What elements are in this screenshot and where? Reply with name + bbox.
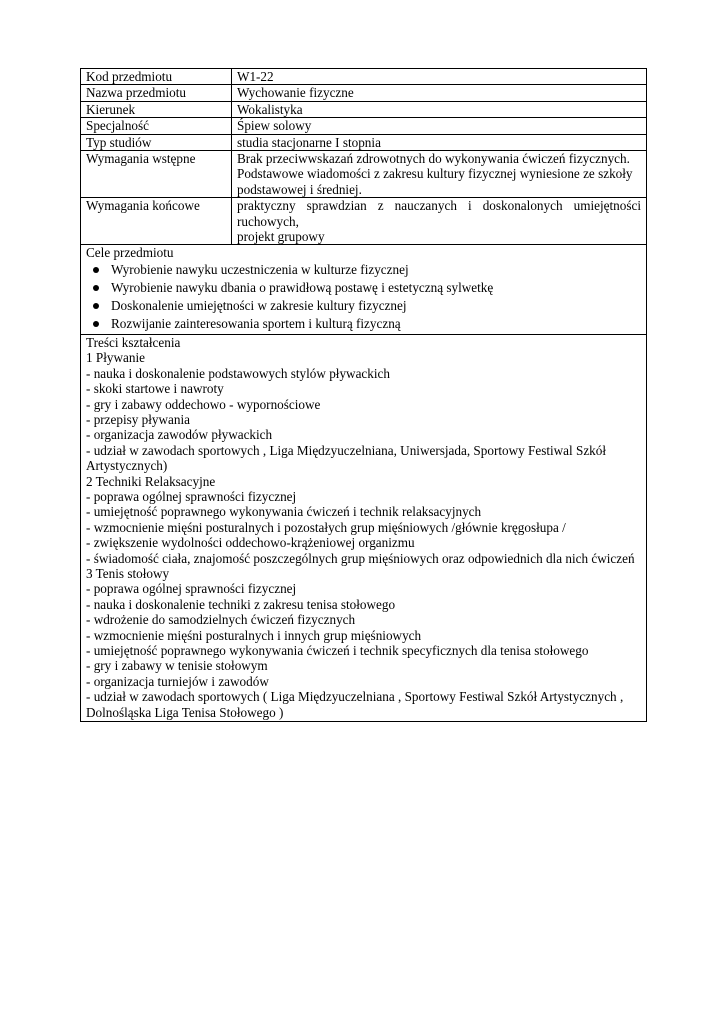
row-value: Śpiew solowy [232, 118, 647, 134]
row-value: Wokalistyka [232, 101, 647, 117]
table-row [81, 334, 647, 721]
requirement-line: praktyczny sprawdzian z nauczanych i doskonalonych umiejętności ruchowych, [237, 198, 641, 229]
table-row [81, 134, 647, 150]
table-row [81, 198, 647, 245]
content-line: - udział w zawodach sportowych ( Liga Międzyuczelniana , Sportowy Festiwal Szkół Artystycznych , Dolnośląska Liga Tenisa Stołowego ) [86, 689, 624, 720]
course-sheet [80, 68, 647, 722]
list-item: Doskonalenie umiejętności w zakresie kultury fizycznej [86, 297, 641, 315]
bullet-icon [93, 267, 99, 273]
bullet-icon [93, 321, 99, 327]
goals-cell [81, 245, 647, 334]
content-line: - świadomość ciała, znajomość poszczególnych grup mięśniowych oraz odpowiednich dla nich ćwiczeń [86, 550, 635, 566]
content-lines [86, 350, 641, 720]
table-row [81, 118, 647, 134]
bullet-icon [93, 303, 99, 309]
row-value: W1-22 [232, 69, 647, 85]
row-value: Wychowanie fizyczne [232, 85, 647, 101]
list-item: Wyrobienie nawyku uczestniczenia w kulturze fizycznej [86, 261, 641, 279]
row-value [232, 198, 647, 245]
bullet-icon [93, 285, 99, 291]
row-label: Nazwa przedmiotu [81, 85, 232, 101]
content-line: - poprawa ogólnej sprawności fizycznej [86, 581, 297, 597]
content-line: - wzmocnienie mięśni posturalnych i innych grup mięśniowych [86, 627, 422, 643]
table-row [81, 85, 647, 101]
content-line: - udział w zawodach sportowych , Liga Międzyuczelniana, Uniwersjada, Sportowy Festiwal Szkół Artystycznych) [86, 442, 607, 474]
content-section-title: 1 Pływanie [86, 350, 145, 366]
row-label: Wymagania wstępne [81, 151, 232, 198]
row-label: Kod przedmiotu [81, 69, 232, 85]
row-label: Wymagania końcowe [81, 198, 232, 245]
content-section-title: 3 Tenis stołowy [86, 565, 170, 581]
content-line: - umiejętność poprawnego wykonywania ćwiczeń i technik specyficznych dla tenisa stołowego [86, 643, 589, 658]
list-item: Rozwijanie zainteresowania sportem i kulturą fizyczną [86, 315, 641, 333]
course-table [80, 68, 647, 722]
content-line: - wdrożenie do samodzielnych ćwiczeń fizycznych [86, 612, 356, 628]
table-row [81, 101, 647, 117]
content-line: - zwiększenie wydolności oddechowo-krążeniowej organizmu [86, 535, 415, 551]
content-line: - poprawa ogólnej sprawności fizycznej [86, 488, 297, 504]
row-value: studia stacjonarne I stopnia [232, 134, 647, 150]
row-label: Specjalność [81, 118, 232, 134]
content-line: - wzmocnienie mięśni posturalnych i pozostałych grup mięśniowych /głównie kręgosłupa / [86, 519, 566, 535]
table-row [81, 151, 647, 198]
requirement-line: projekt grupowy [237, 229, 325, 245]
content-cell [81, 334, 647, 721]
content-line: - organizacja zawodów pływackich [86, 427, 273, 443]
table-row [81, 245, 647, 334]
content-line: - umiejętność poprawnego wykonywania ćwiczeń i technik relaksacyjnych [86, 504, 482, 520]
goals-list [86, 261, 641, 333]
list-item: Wyrobienie nawyku dbania o prawidłową postawę i estetyczną sylwetkę [86, 279, 641, 297]
content-line: - organizacja turniejów i zawodów [86, 673, 269, 689]
content-line: - przepisy pływania [86, 411, 190, 427]
content-line: - skoki startowe i nawroty [86, 381, 224, 397]
row-label: Typ studiów [81, 134, 232, 150]
content-heading: Treści kształcenia [86, 334, 181, 350]
goals-heading: Cele przedmiotu [86, 245, 174, 261]
content-line: - gry i zabawy w tenisie stołowym [86, 658, 268, 674]
row-label: Kierunek [81, 101, 232, 117]
table-row [81, 69, 647, 85]
content-line: - nauka i doskonalenie podstawowych stylów pływackich [86, 365, 390, 381]
row-value: Brak przeciwwskazań zdrowotnych do wykonywania ćwiczeń fizycznych. Podstawowe wiadomości z zakresu kultury fizycznej wyniesione ze szkoły podstawowej i średniej. [232, 151, 647, 198]
content-section-title: 2 Techniki Relaksacyjne [86, 473, 216, 489]
content-line: - nauka i doskonalenie techniki z zakresu tenisa stołowego [86, 596, 396, 612]
content-line: - gry i zabawy oddechowo - wypornościowe [86, 396, 321, 412]
